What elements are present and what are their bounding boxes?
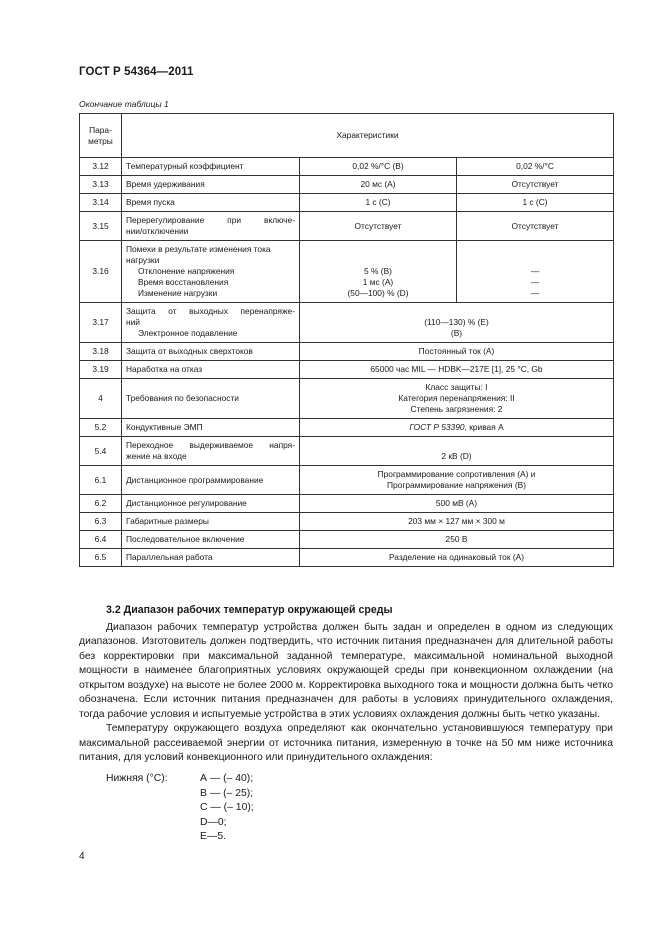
section-paragraph: Температуру окружающего воздуха определяют как окончательно установившуюся температуру при максимальной рассеиваемой энергии от источника питания, измеренную в точке на 50 мм ниже источника питания, для условий конвекционного или принудительного охлаждения: [79,723,613,763]
table-row [80,158,614,176]
row-value: Постоянный ток (А) [300,343,614,361]
row-param-line: Защита от выходных перенапряже- [126,306,295,316]
row-param: Наработка на отказ [122,361,300,379]
standard-reference: ГОСТ Р 53390 [409,422,465,432]
row-value: 65000 час MIL — HDBK—217E [1], 25 °С, Gb [300,361,614,379]
characteristics-table [79,113,614,567]
row-param: Кондуктивные ЭМП [122,419,300,437]
row-param-line: ний [126,317,140,327]
row-number: 6.2 [80,495,122,513]
row-value [300,419,614,437]
table-row [80,549,614,567]
row-value: 203 мм × 127 мм × 300 м [300,513,614,531]
standard-header: ГОСТ Р 54364—2011 [79,66,194,78]
limits-list [200,772,254,845]
row-value [300,303,614,343]
row-param: Температурный коэффициент [122,158,300,176]
row-sub-value: — [530,277,540,287]
row-param-line: нагрузки [126,255,160,265]
section-title: 3.2 Диапазон рабочих температур окружающей среды [106,604,393,616]
row-param: Последовательное включение [122,531,300,549]
row-param-line: нии/отключении [126,226,189,236]
row-value: 0,02 %/°С (B) [300,158,457,176]
table-row [80,303,614,343]
table-row [80,466,614,495]
row-param: Время пуска [122,194,300,212]
row-param: Время удерживания [122,176,300,194]
row-value-line: Степень загрязнения: 2 [410,404,503,414]
row-value-alt: 0,02 %/°С [457,158,614,176]
row-value-line: 2 кВ (D) [441,451,472,461]
row-value: Разделение на одинаковый ток (А) [300,549,614,567]
characteristics-header: Характеристики [122,114,614,158]
row-value: 500 мВ (А) [300,495,614,513]
row-param: Требования по безопасности [122,379,300,419]
row-number: 6.4 [80,531,122,549]
list-item: D—0; [200,816,227,828]
row-value-alt: Отсутствует [457,176,614,194]
row-number: 6.1 [80,466,122,495]
row-value: 1 с (С) [300,194,457,212]
row-value-rest: , кривая А [464,422,504,432]
row-value-line: (110—130) % (E) [424,317,489,327]
row-value-alt: 1 с (С) [457,194,614,212]
limits-label: Нижняя (°С): [106,773,168,784]
table-row [80,361,614,379]
row-value-line: Класс защиты: I [425,382,488,392]
table-row [80,495,614,513]
row-number: 4 [80,379,122,419]
table-row [80,531,614,549]
row-number: 3.13 [80,176,122,194]
row-sub-value: — [530,288,540,298]
row-number: 3.12 [80,158,122,176]
row-param: Параллельная работа [122,549,300,567]
row-number: 3.19 [80,361,122,379]
table-row [80,241,614,303]
table-row [80,419,614,437]
row-sub-param: Время восстановления [138,277,229,287]
row-value: 250 В [300,531,614,549]
row-param: Защита от выходных сверхтоков [122,343,300,361]
row-value-line: Программирование напряжения (B) [386,480,527,490]
page-number: 4 [79,851,85,862]
row-param-line: Переходное выдерживаемое напря- [126,440,295,450]
row-value: Отсутствует [300,212,457,241]
row-value [300,379,614,419]
row-sub-value: (50—100) % (D) [347,288,409,298]
row-number: 6.3 [80,513,122,531]
row-sub-param: Электронное подавление [138,328,238,338]
row-param: Дистанционное программирование [122,466,300,495]
row-value [300,437,614,466]
row-param: Дистанционное регулирование [122,495,300,513]
table-row [80,343,614,361]
row-value-line: Категория перенапряжения: II [398,393,515,403]
row-number: 6.5 [80,549,122,567]
table-row [80,379,614,419]
list-item: С — (– 10); [200,802,254,813]
row-value [300,241,457,303]
row-param [122,212,300,241]
row-number: 5.4 [80,437,122,466]
table-row [80,194,614,212]
row-sub-value: 5 % (B) [364,266,392,276]
row-param [122,437,300,466]
row-number: 3.18 [80,343,122,361]
table-row [80,513,614,531]
row-value-alt [457,241,614,303]
list-item: E—5. [200,831,226,842]
row-sub-value: — [530,266,540,276]
table-row [80,437,614,466]
row-param-line: Помехи в результате изменения тока [126,244,271,254]
row-sub-param: Изменение нагрузки [138,288,218,298]
row-param-line: Перерегулирование при включе- [126,215,295,225]
row-value-alt: Отсутствует [457,212,614,241]
table-row [80,212,614,241]
row-number: 3.16 [80,241,122,303]
section-3-2 [79,603,613,766]
row-value-line: Программирование сопротивления (А) и [377,469,536,479]
row-number: 3.15 [80,212,122,241]
table-caption: Окончание таблицы 1 [79,99,169,109]
row-value-line: (B) [450,328,463,338]
row-number: 3.14 [80,194,122,212]
row-param [122,303,300,343]
list-item: В — (– 25); [200,787,254,799]
row-sub-param: Отклонение напряжения [138,266,235,276]
table-row [80,176,614,194]
row-value: 20 мс (А) [300,176,457,194]
row-value [300,466,614,495]
row-param [122,241,300,303]
section-paragraph: Диапазон рабочих температур устройства должен быть задан и определен в одном из следующих диапазонов. Изготовитель должен подтвердить, что источник питания предназначен для длительной работы без корректировки при максимальной заданной температуре, максимальной номинальной выходной мощности в наименее благоприятных условиях окружающей среды при конвекционном охлаждении (на открытом воздухе) на высоте не более 2000 м. Корректировка выходного тока и мощности должна быть четко обозначена. Если источник питания предназначен для работы в условиях принудительного охлаждения, тогда рабочие условия и испытуемые устройства в этих условиях охлаждения должны быть четко указаны. [79,621,613,720]
list-item: А — (– 40); [200,773,254,784]
param-header: Пара- метры [80,114,122,158]
row-number: 3.17 [80,303,122,343]
row-param: Габаритные размеры [122,513,300,531]
row-sub-value: 1 мс (А) [362,277,394,287]
row-number: 5.2 [80,419,122,437]
row-param-line: жение на входе [126,451,187,461]
